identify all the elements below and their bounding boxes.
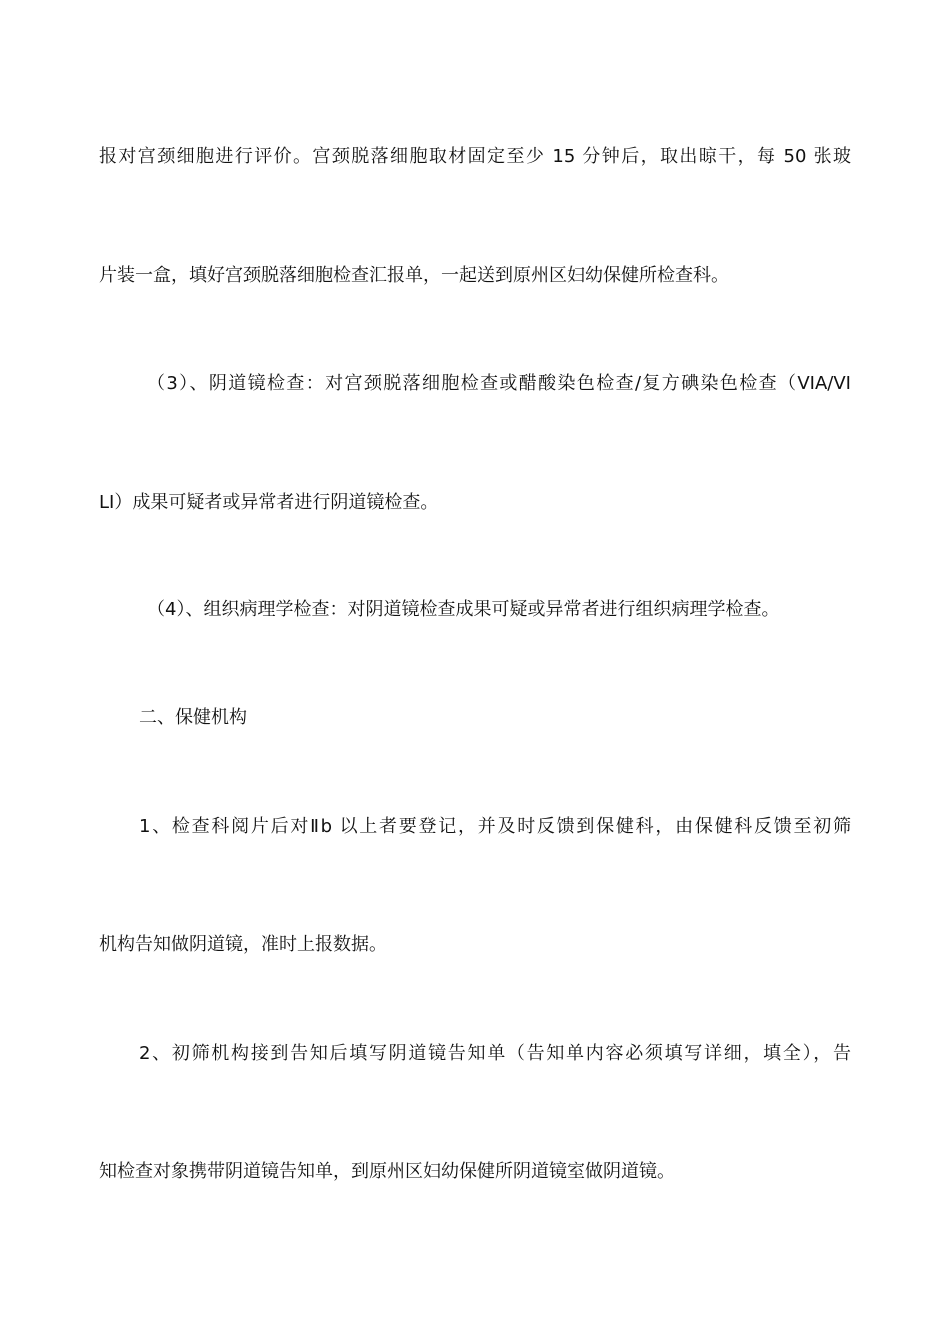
text-line: （4）、组织病理学检查：对阴道镜检查成果可疑或异常者进行组织病理学检查。 [147, 599, 780, 620]
text-line: 报对宫颈细胞进行评价。宫颈脱落细胞取材固定至少 15 分钟后，取出晾干，每 50 张玻 [99, 146, 851, 167]
text-line: 片装一盒，填好宫颈脱落细胞检查汇报单，一起送到原州区妇幼保健所检查科。 [99, 265, 729, 286]
text-line: （3）、阴道镜检查：对宫颈脱落细胞检查或醋酸染色检查/复方碘染色检查（VIA/VI [147, 373, 851, 394]
text-line: LI）成果可疑者或异常者进行阴道镜检查。 [99, 492, 439, 513]
text-line: 知检查对象携带阴道镜告知单，到原州区妇幼保健所阴道镜室做阴道镜。 [99, 1161, 675, 1182]
section-heading: 二、保健机构 [139, 707, 247, 728]
text-line: 2、初筛机构接到告知后填写阴道镜告知单（告知单内容必须填写详细，填全），告 [139, 1043, 851, 1064]
text-line: 1、检查科阅片后对Ⅱb 以上者要登记，并及时反馈到保健科，由保健科反馈至初筛 [139, 816, 851, 837]
text-line: 机构告知做阴道镜，准时上报数据。 [99, 934, 387, 955]
